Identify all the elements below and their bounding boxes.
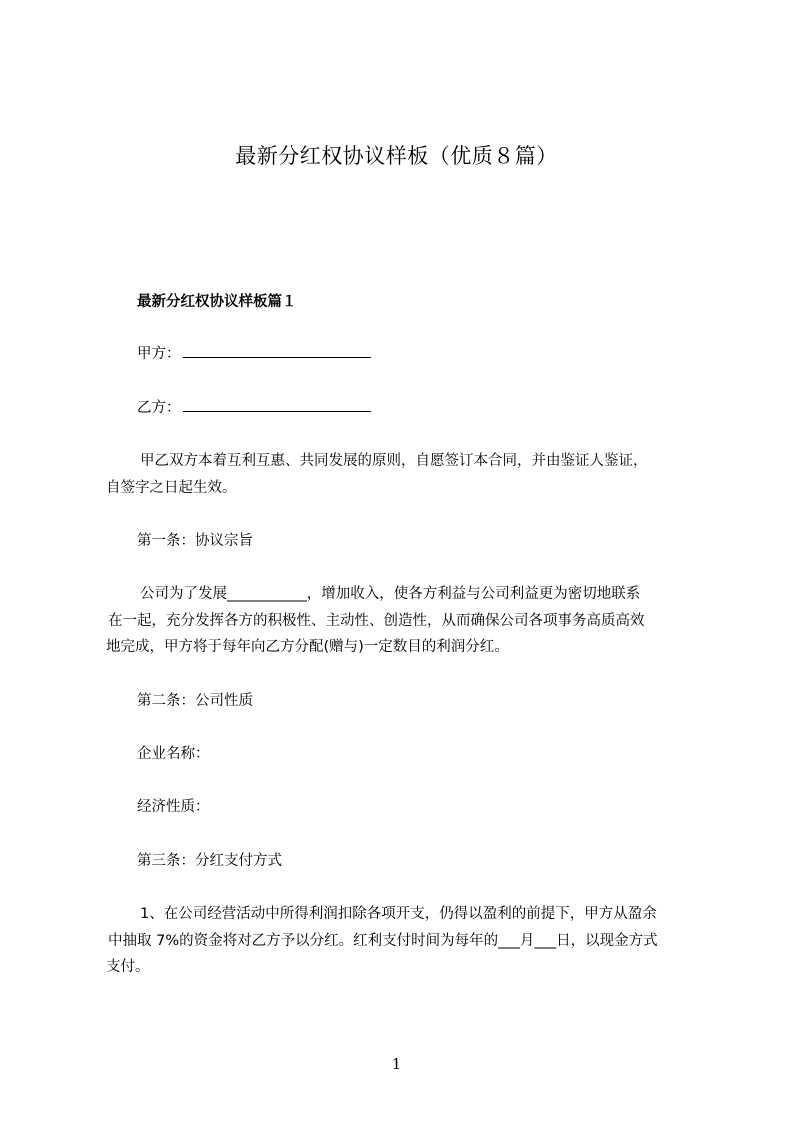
article-1-title-text: 第一条：协议宗旨 [137, 533, 253, 549]
article-3-title-text: 第三条：分红支付方式 [137, 853, 282, 869]
party-b-label: 乙方： [137, 400, 181, 416]
article-1-line-3: 地完成，甲方将于每年向乙方分配(赠与)一定数目的利润分红。 [106, 639, 509, 656]
article-1-title [106, 528, 716, 555]
party-a-label: 甲方： [137, 346, 181, 362]
party-a-line [106, 341, 716, 368]
economic-nature-line [106, 794, 716, 821]
intro-line-2: 自签字之日起生效。 [106, 479, 237, 496]
intro-line-1: 甲乙双方本着互利互惠、共同发展的原则，自愿签订本合同，并由鉴证人鉴证， [140, 453, 648, 469]
document-title: 最新分红权协议样板（优质８篇） [235, 144, 558, 168]
article-2-title-text: 第二条：公司性质 [137, 693, 253, 709]
article-1-line-1: 公司为了发展___________，增加收入，使各方利益与公司利益更为密切地联系 [140, 586, 641, 602]
party-b-line [106, 395, 716, 422]
page-number: 1 [391, 1055, 402, 1073]
party-a-blank [183, 356, 371, 358]
article-3-title [106, 848, 716, 875]
article-3-item-1-line-1: 1、在公司经营活动中所得利润扣除各项开支，仍得以盈利的前提下，甲方从盈余 [140, 906, 657, 922]
article-3-item-1 [106, 901, 716, 981]
section-heading: 最新分红权协议样板篇１ [137, 294, 297, 310]
company-name-label: 企业名称： [137, 746, 210, 762]
article-3-item-1-line-3: 支付。 [106, 959, 150, 976]
article-3-item-1-line-2: 中抽取 7%的资金将对乙方予以分红。红利支付时间为每年的___月___日，以现金方式 [108, 932, 658, 949]
article-2-title [106, 688, 716, 715]
economic-nature-label: 经济性质： [137, 799, 210, 815]
party-b-blank [183, 410, 371, 412]
intro-paragraph [106, 448, 716, 501]
company-name-line [106, 741, 716, 768]
article-1-line-2: 在一起，充分发挥各方的积极性、主动性、创造性，从而确保公司各项事务高质高效 [108, 612, 645, 629]
article-1-body [106, 581, 716, 661]
